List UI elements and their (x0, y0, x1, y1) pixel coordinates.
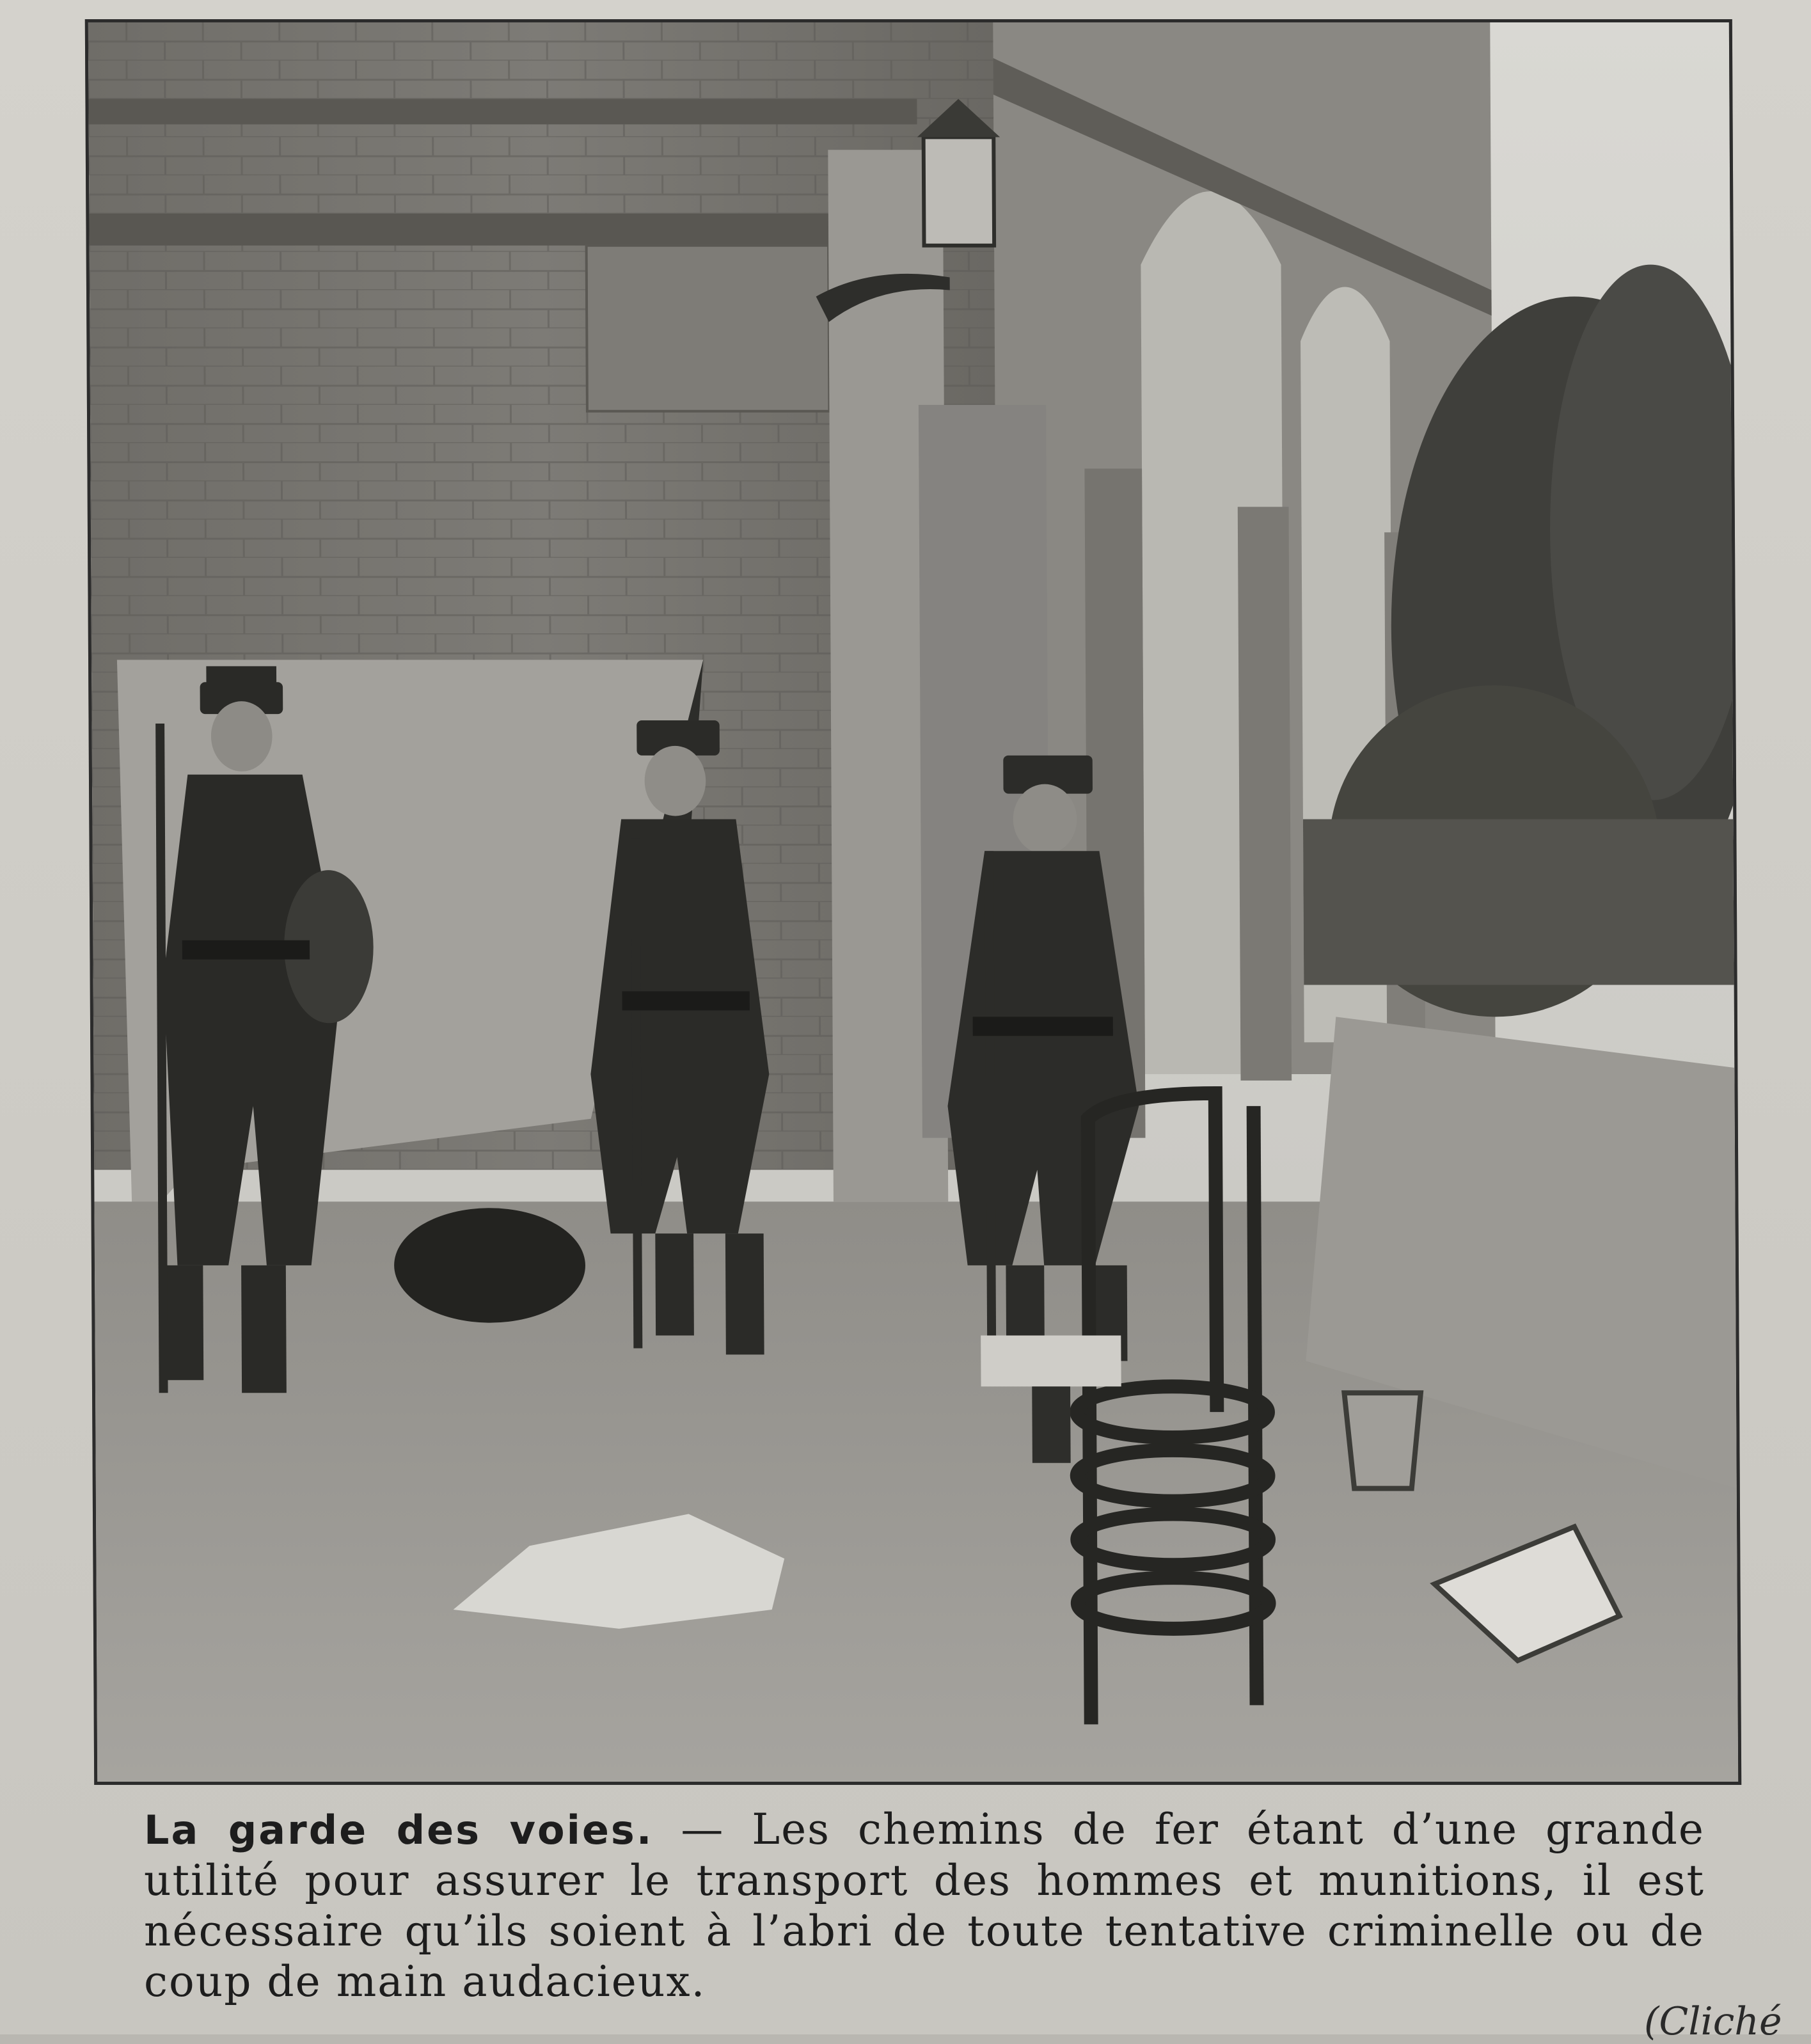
photo-credit: (Cliché (1644, 1999, 1782, 2044)
bundle (394, 1208, 586, 1322)
pedestal (981, 1336, 1121, 1387)
caption-title: La garde des voies. (144, 1807, 654, 1853)
caption-dash: — (653, 1805, 752, 1854)
photograph (85, 19, 1741, 1785)
caption-text: Les chemins de fer étant d’une grande utilité pour assurer le transport des hommes et munitions, il est nécessaire qu’ils soient à l’abri de toute tentative criminelle ou de coup de main audacieux. (144, 1805, 1705, 2006)
bucket (1344, 1393, 1421, 1488)
caption (144, 1804, 1705, 2007)
